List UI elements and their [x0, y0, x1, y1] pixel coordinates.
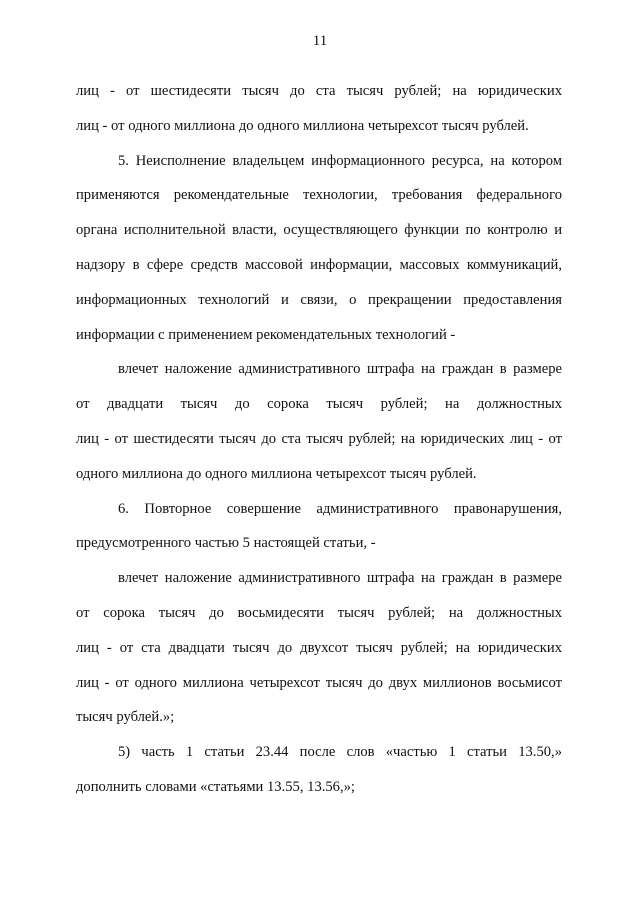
paragraph-start-line: 6. Повторное совершение административного правонарушения,	[118, 500, 562, 517]
paragraph-start-line: влечет наложение административного штрафа на граждан в размере	[118, 361, 562, 378]
paragraph-start-line: влечет наложение административного штрафа на граждан в размере	[118, 570, 562, 587]
text-line: применяются рекомендательные технологии, требования федерального	[76, 187, 562, 204]
text-line: лиц - от одного миллиона до одного миллиона четырехсот тысяч рублей.	[76, 117, 529, 134]
text-line: информационных технологий и связи, о прекращении предоставления	[76, 291, 562, 308]
document-body	[76, 74, 562, 805]
text-line: надзору в сфере средств массовой информации, массовых коммуникаций,	[76, 256, 562, 273]
text-line: лиц - от ста двадцати тысяч до двухсот тысяч рублей; на юридических	[76, 639, 562, 656]
text-line: предусмотренного частью 5 настоящей статьи, -	[76, 535, 376, 552]
page-number: 11	[312, 33, 328, 49]
text-line: органа исполнительной власти, осуществляющего функции по контролю и	[76, 222, 562, 239]
text-line: тысяч рублей.»;	[76, 709, 175, 726]
text-line: информации с применением рекомендательных технологий -	[76, 326, 456, 343]
text-line: дополнить словами «статьями 13.55, 13.56,»;	[76, 778, 355, 795]
text-line: от сорока тысяч до восьмидесяти тысяч рублей; на должностных	[76, 604, 562, 621]
text-line: лиц - от одного миллиона четырехсот тысяч до двух миллионов восьмисот	[76, 674, 562, 691]
paragraph-start-line: 5. Неисполнение владельцем информационного ресурса, на котором	[118, 152, 562, 169]
text-line: одного миллиона до одного миллиона четырехсот тысяч рублей.	[76, 465, 477, 482]
text-line: лиц - от шестидесяти тысяч до ста тысяч рублей; на юридических	[76, 83, 562, 99]
text-line: лиц - от шестидесяти тысяч до ста тысяч рублей; на юридических лиц - от	[76, 430, 562, 447]
paragraph-start-line: 5) часть 1 статьи 23.44 после слов «частью 1 статьи 13.50,»	[118, 744, 562, 761]
text-line: от двадцати тысяч до сорока тысяч рублей; на должностных	[76, 396, 562, 413]
